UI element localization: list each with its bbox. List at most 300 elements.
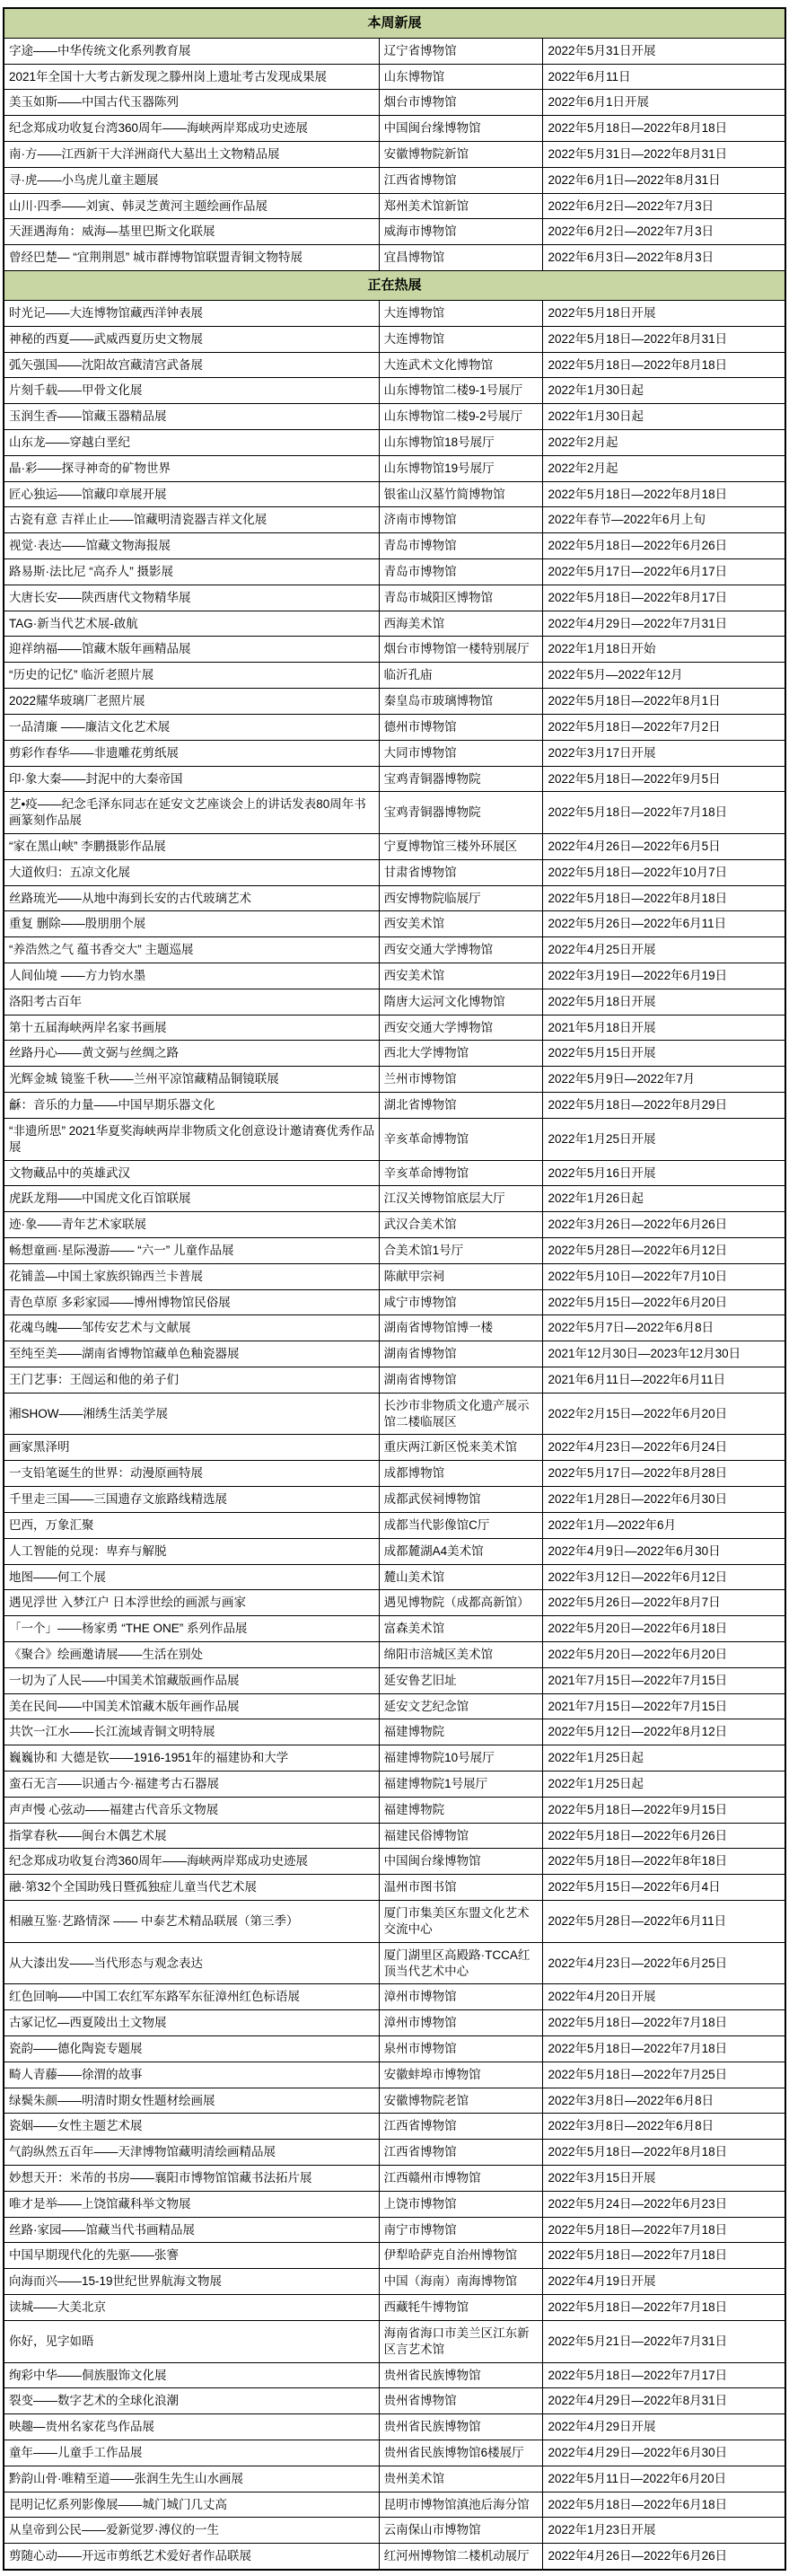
museum-cell: 隋唐大运河文化博物馆 (379, 989, 543, 1015)
museum-cell: 辽宁省博物馆 (379, 38, 543, 64)
date-range-cell: 2022年5月15日—2022年6月4日 (543, 1875, 785, 1901)
museum-cell: 成都当代影像馆C厅 (379, 1512, 543, 1538)
exhibition-title-cell: 重复 删除——殷朋朋个展 (4, 911, 379, 937)
date-range-cell: 2022年5月18日—2022年6月26日 (543, 533, 785, 559)
museum-cell: 成都麓湖A4美术馆 (379, 1538, 543, 1564)
museum-cell: 中国（海南）南海博物馆 (379, 2269, 543, 2295)
exhibition-list-page (0, 7, 789, 2571)
exhibition-row (4, 1315, 785, 1341)
museum-cell: 山东博物馆18号展厅 (379, 429, 543, 455)
exhibition-row (4, 219, 785, 245)
date-range-cell: 2022年1月—2022年6月 (543, 1512, 785, 1538)
date-range-cell: 2022年1月25日起 (543, 1772, 785, 1798)
exhibition-row (4, 1118, 785, 1160)
museum-cell: 贵州省民族博物馆 (379, 2362, 543, 2388)
museum-cell: 泉州市博物馆 (379, 2035, 543, 2062)
exhibition-row (4, 90, 785, 116)
exhibition-row (4, 1693, 785, 1719)
museum-cell: 宁夏博物馆三楼外环展区 (379, 833, 543, 859)
exhibition-title-cell: 唯才是举——上饶馆藏科举文物展 (4, 2191, 379, 2217)
museum-cell: 武汉合美术馆 (379, 1212, 543, 1238)
exhibition-row (4, 2388, 785, 2414)
exhibition-title-cell: 从大漆出发——当代形态与观念表达 (4, 1942, 379, 1984)
date-range-cell: 2022年5月18日—2022年10月7日 (543, 859, 785, 885)
museum-cell: 延安鲁艺旧址 (379, 1667, 543, 1693)
exhibition-title-cell: 「一个」——杨家勇 “THE ONE” 系列作品展 (4, 1616, 379, 1642)
date-range-cell: 2022年5月18日—2022年8月18日 (543, 352, 785, 378)
exhibition-title-cell: 丝路琉光——从地中海到长安的古代玻璃艺术 (4, 885, 379, 911)
date-range-cell: 2022年1月25日开展 (543, 1118, 785, 1160)
exhibition-row (4, 429, 785, 455)
exhibition-row (4, 1901, 785, 1943)
museum-cell: 湖南省博物馆 (379, 1367, 543, 1394)
museum-cell: 中国闽台缘博物馆 (379, 1849, 543, 1875)
exhibition-row (4, 714, 785, 740)
exhibition-row (4, 585, 785, 611)
museum-cell: 安徽博物院老馆 (379, 2088, 543, 2114)
museum-cell: 福建民俗博物馆 (379, 1823, 543, 1849)
date-range-cell: 2022年6月3日—2022年8月3日 (543, 245, 785, 271)
museum-cell: 大连武术文化博物馆 (379, 352, 543, 378)
exhibition-title-cell: 瓷韵——德化陶瓷专题展 (4, 2035, 379, 2062)
exhibition-title-cell: 神秘的西夏——武威西夏历史文物展 (4, 326, 379, 352)
museum-cell: 西安交通大学博物馆 (379, 937, 543, 963)
exhibition-row (4, 2269, 785, 2295)
date-range-cell: 2022年1月30日起 (543, 378, 785, 404)
exhibition-row (4, 663, 785, 689)
museum-cell: 烟台市博物馆一楼特别展厅 (379, 637, 543, 663)
exhibition-title-cell: 妙想天开：米芾的书房——襄阳市博物馆馆藏书法拓片展 (4, 2166, 379, 2192)
exhibition-row (4, 833, 785, 859)
exhibition-title-cell: 融·第32个全国助残日暨孤独症儿童当代艺术展 (4, 1875, 379, 1901)
date-range-cell: 2022年3月12日—2022年6月12日 (543, 1564, 785, 1590)
exhibition-title-cell: 青色草原 多彩家园——博州博物馆民俗展 (4, 1289, 379, 1315)
exhibition-title-cell: 匠心独运——馆藏印章展开展 (4, 481, 379, 507)
museum-cell: 大连博物馆 (379, 300, 543, 326)
exhibition-row (4, 740, 785, 766)
date-range-cell: 2022年1月28日—2022年6月30日 (543, 1487, 785, 1513)
exhibition-title-cell: 人工智能的兑现：卑弃与解脱 (4, 1538, 379, 1564)
museum-cell: 上饶市博物馆 (379, 2191, 543, 2217)
date-range-cell: 2022年5月15日开展 (543, 1041, 785, 1067)
exhibition-row (4, 1212, 785, 1238)
exhibition-row (4, 963, 785, 989)
museum-cell: 南宁市博物馆 (379, 2217, 543, 2243)
museum-cell: 长沙市非物质文化遗产展示馆二楼临展区 (379, 1393, 543, 1435)
exhibition-title-cell: 一品清廉 ——廉洁文化艺术展 (4, 714, 379, 740)
museum-cell: 漳州市博物馆 (379, 1984, 543, 2010)
museum-cell: 济南市博物馆 (379, 507, 543, 533)
museum-cell: 山东博物馆二楼9-1号展厅 (379, 378, 543, 404)
exhibition-title-cell: 气韵纵然五百年——天津博物馆藏明清绘画精品展 (4, 2140, 379, 2166)
museum-cell: 福建博物院10号展厅 (379, 1745, 543, 1772)
date-range-cell: 2022年5月18日—2022年8年18日 (543, 1849, 785, 1875)
date-range-cell: 2022年3月17日开展 (543, 740, 785, 766)
museum-cell: 西北大学博物馆 (379, 1041, 543, 1067)
exhibition-title-cell: 地图——何工个展 (4, 1564, 379, 1590)
exhibition-row (4, 2191, 785, 2217)
exhibition-row (4, 378, 785, 404)
date-range-cell: 2022年4月26日—2022年6月26日 (543, 2544, 785, 2570)
museum-cell: 青岛市博物馆 (379, 533, 543, 559)
exhibition-title-cell: 指掌春秋——闽台木偶艺术展 (4, 1823, 379, 1849)
exhibition-title-cell: 黔韵山骨·唯精至道——张润生先生山水画展 (4, 2466, 379, 2492)
date-range-cell: 2022年3月15日开展 (543, 2166, 785, 2192)
exhibition-row (4, 1564, 785, 1590)
museum-cell: 湖南省博物馆博一楼 (379, 1315, 543, 1341)
exhibition-title-cell: 一支铅笔诞生的世界：动漫原画特展 (4, 1461, 379, 1487)
exhibition-row (4, 300, 785, 326)
exhibition-row (4, 2362, 785, 2388)
exhibition-row (4, 1984, 785, 2010)
exhibition-title-cell: 晶·彩——探寻神奇的矿物世界 (4, 455, 379, 481)
museum-cell: 福建博物院 (379, 1797, 543, 1823)
exhibition-title-cell: 中国早期现代化的先驱——张謇 (4, 2243, 379, 2269)
exhibition-row (4, 1745, 785, 1772)
exhibition-title-cell: 童年——儿童手工作品展 (4, 2440, 379, 2466)
exhibition-title-cell: 文物藏品中的英雄武汉 (4, 1160, 379, 1186)
exhibition-row (4, 1186, 785, 1212)
exhibition-title-cell: 虎跃龙翔——中国虎文化百馆联展 (4, 1186, 379, 1212)
date-range-cell: 2022年5月18日—2022年7月18日 (543, 2217, 785, 2243)
date-range-cell: 2022年5月18日—2022年8月18日 (543, 2140, 785, 2166)
date-range-cell: 2022年1月25日起 (543, 1745, 785, 1772)
museum-cell: 甘肃省博物馆 (379, 859, 543, 885)
exhibition-row (4, 1590, 785, 1616)
date-range-cell: 2022年5月16日开展 (543, 1160, 785, 1186)
exhibition-title-cell: “养浩然之气 蕴书香交大” 主题巡展 (4, 937, 379, 963)
exhibition-row (4, 911, 785, 937)
museum-cell: 西安交通大学博物馆 (379, 1015, 543, 1041)
date-range-cell: 2022年5月15日—2022年6月20日 (543, 1289, 785, 1315)
exhibition-row (4, 2114, 785, 2140)
date-range-cell: 2022年5月21日—2022年7月31日 (543, 2320, 785, 2362)
exhibition-title-cell: 2021年全国十大考古新发现之滕州岗上遗址考古发现成果展 (4, 64, 379, 90)
date-range-cell: 2022年5月18日—2022年8月18日 (543, 885, 785, 911)
date-range-cell: 2022年5月18日—2022年9月15日 (543, 1797, 785, 1823)
date-range-cell: 2022年1月18日开始 (543, 637, 785, 663)
exhibition-title-cell: 画家黑泽明 (4, 1435, 379, 1461)
exhibition-row (4, 2140, 785, 2166)
date-range-cell: 2022年5月18日—2022年7月17日 (543, 2362, 785, 2388)
museum-cell: 江西省博物馆 (379, 167, 543, 193)
exhibition-row (4, 766, 785, 792)
date-range-cell: 2022年5月17日—2022年8月28日 (543, 1461, 785, 1487)
exhibition-title-cell: 寻·虎——小鸟虎儿童主题展 (4, 167, 379, 193)
exhibition-title-cell: 至纯至美——湖南省博物馆藏单色釉瓷器展 (4, 1341, 379, 1367)
museum-cell: 成都武侯祠博物馆 (379, 1487, 543, 1513)
museum-cell: 宝鸡青铜器博物院 (379, 792, 543, 834)
date-range-cell: 2022年6月2日—2022年7月3日 (543, 193, 785, 219)
exhibition-title-cell: 纪念郑成功收复台湾360周年——海峡两岸郑成功史迹展 (4, 116, 379, 142)
section-header-label: 正在热展 (4, 271, 785, 301)
date-range-cell: 2022年5月7日—2022年6月8日 (543, 1315, 785, 1341)
date-range-cell: 2021年6月11日—2022年6月11日 (543, 1367, 785, 1394)
museum-cell: 成都博物馆 (379, 1461, 543, 1487)
museum-cell: 山东博物馆19号展厅 (379, 455, 543, 481)
date-range-cell: 2022年5月18日—2022年8月17日 (543, 585, 785, 611)
exhibition-title-cell: 字途——中华传统文化系列教育展 (4, 38, 379, 64)
exhibition-row (4, 1461, 785, 1487)
exhibition-row (4, 1435, 785, 1461)
date-range-cell: 2022年5月18日—2022年8月31日 (543, 326, 785, 352)
museum-cell: 红河州博物馆二楼机动展厅 (379, 2544, 543, 2570)
exhibition-row (4, 326, 785, 352)
date-range-cell: 2022年5月18日开展 (543, 989, 785, 1015)
date-range-cell: 2022年5月17日—2022年6月17日 (543, 559, 785, 585)
date-range-cell: 2021年7月15日—2022年7月15日 (543, 1667, 785, 1693)
museum-cell: 山东博物馆二楼9-2号展厅 (379, 404, 543, 430)
exhibition-title-cell: 湘SHOW——湘绣生活美学展 (4, 1393, 379, 1435)
museum-cell: 中国闽台缘博物馆 (379, 116, 543, 142)
exhibition-title-cell: 洛阳考古百年 (4, 989, 379, 1015)
exhibition-row (4, 637, 785, 663)
exhibition-title-cell: 畸人青藤——徐渭的故事 (4, 2062, 379, 2088)
exhibition-row (4, 1512, 785, 1538)
exhibition-title-cell: 曾经巴楚— “宜荆荆恩” 城市群博物馆联盟青铜文物特展 (4, 245, 379, 271)
date-range-cell: 2022年6月1日开展 (543, 90, 785, 116)
date-range-cell: 2022年5月26日—2022年8月7日 (543, 1590, 785, 1616)
museum-cell: 贵州省民族博物馆 (379, 2414, 543, 2440)
exhibition-title-cell: 花铺盖—中国土家族织锦西兰卡普展 (4, 1263, 379, 1289)
exhibition-title-cell: 相融互鉴·艺路情深 —— 中泰艺术精品联展（第三季） (4, 1901, 379, 1943)
museum-cell: 海南省海口市美兰区江东新区言艺术馆 (379, 2320, 543, 2362)
exhibition-row (4, 193, 785, 219)
date-range-cell: 2022年春节—2022年6月上旬 (543, 507, 785, 533)
date-range-cell: 2022年5月31日—2022年8月31日 (543, 142, 785, 168)
date-range-cell: 2022年5月26日—2022年6月11日 (543, 911, 785, 937)
museum-cell: 西安美术馆 (379, 963, 543, 989)
exhibition-row (4, 352, 785, 378)
exhibition-row (4, 2035, 785, 2062)
exhibition-title-cell: 南·方——江西新干大洋洲商代大墓出土文物精品展 (4, 142, 379, 168)
museum-cell: 大同市博物馆 (379, 740, 543, 766)
museum-cell: 湖南省博物馆 (379, 1341, 543, 1367)
exhibition-title-cell: 山东龙——穿越白垩纪 (4, 429, 379, 455)
exhibition-row (4, 1797, 785, 1823)
exhibition-row (4, 404, 785, 430)
exhibition-title-cell: TAG·新当代艺术展-啟航 (4, 611, 379, 637)
exhibition-row (4, 38, 785, 64)
section-header-row (4, 8, 785, 38)
museum-cell: 西藏牦牛博物馆 (379, 2295, 543, 2321)
exhibition-row (4, 937, 785, 963)
museum-cell: 合美术馆1号厅 (379, 1237, 543, 1263)
exhibition-row (4, 689, 785, 715)
exhibition-row (4, 1719, 785, 1745)
section-header-row (4, 271, 785, 301)
exhibition-title-cell: 迹·象——青年艺术家联展 (4, 1212, 379, 1238)
date-range-cell: 2022年5月20日—2022年6月18日 (543, 1616, 785, 1642)
date-range-cell: 2022年5月18日—2022年6月18日 (543, 2492, 785, 2518)
museum-cell: 厦门市集美区东盟文化艺术交流中心 (379, 1901, 543, 1943)
exhibition-title-cell: 巴西，万象汇聚 (4, 1512, 379, 1538)
museum-cell: 辛亥革命博物馆 (379, 1160, 543, 1186)
date-range-cell: 2022年5月18日—2022年7月18日 (543, 2243, 785, 2269)
exhibition-title-cell: 绿鬓朱颜——明清时期女性题材绘画展 (4, 2088, 379, 2114)
exhibition-row (4, 611, 785, 637)
date-range-cell: 2022年3月8日—2022年6月8日 (543, 2088, 785, 2114)
exhibition-title-cell: 玉润生香——馆藏玉器精品展 (4, 404, 379, 430)
date-range-cell: 2022年4月23日—2022年6月25日 (543, 1942, 785, 1984)
date-range-cell: 2022年5月18日—2022年8月29日 (543, 1093, 785, 1119)
exhibition-title-cell: 映趣—贵州名家花鸟作品展 (4, 2414, 379, 2440)
museum-cell: 青岛市博物馆 (379, 559, 543, 585)
museum-cell: 江西省博物馆 (379, 2114, 543, 2140)
date-range-cell: 2022年5月10日—2022年7月10日 (543, 1263, 785, 1289)
exhibition-title-cell: 纪念郑成功收复台湾360周年——海峡两岸郑成功史迹展 (4, 1849, 379, 1875)
exhibition-row (4, 2320, 785, 2362)
date-range-cell: 2021年12月30日—2023年12月30日 (543, 1341, 785, 1367)
date-range-cell: 2022年3月19日—2022年6月19日 (543, 963, 785, 989)
exhibition-title-cell: 天涯遇海角：威海—基里巴斯文化联展 (4, 219, 379, 245)
date-range-cell: 2022年4月9日—2022年6月30日 (543, 1538, 785, 1564)
exhibition-row (4, 455, 785, 481)
date-range-cell: 2022年5月18日—2022年6月26日 (543, 1823, 785, 1849)
exhibition-row (4, 1341, 785, 1367)
exhibition-row (4, 1875, 785, 1901)
date-range-cell: 2022年1月26日起 (543, 1186, 785, 1212)
museum-cell: 厦门湖里区高殿路·TCCA红顶当代艺术中心 (379, 1942, 543, 1984)
museum-cell: 陈献甲宗祠 (379, 1263, 543, 1289)
exhibition-row (4, 2492, 785, 2518)
date-range-cell: 2022年3月8日—2022年6月8日 (543, 2114, 785, 2140)
exhibition-row (4, 2062, 785, 2088)
date-range-cell: 2022年4月26日—2022年6月5日 (543, 833, 785, 859)
exhibition-row (4, 2295, 785, 2321)
exhibition-row (4, 1160, 785, 1186)
date-range-cell: 2022年5月18日—2022年7月2日 (543, 714, 785, 740)
exhibition-title-cell: 片刻千载——甲骨文化展 (4, 378, 379, 404)
date-range-cell: 2022年5月18日—2022年8月18日 (543, 481, 785, 507)
museum-cell: 江汉关博物馆底层大厅 (379, 1186, 543, 1212)
museum-cell: 重庆两江新区悦来美术馆 (379, 1435, 543, 1461)
museum-cell: 西海美术馆 (379, 611, 543, 637)
exhibition-row (4, 559, 785, 585)
date-range-cell: 2022年5月24日—2022年6月23日 (543, 2191, 785, 2217)
museum-cell: 遇见博物院（成都高新馆） (379, 1590, 543, 1616)
exhibition-title-cell: 第十五届海峡两岸名家书画展 (4, 1015, 379, 1041)
exhibition-title-cell: 山川·四季——刘寅、韩灵芝黄河主题绘画作品展 (4, 193, 379, 219)
museum-cell: 福建博物院 (379, 1719, 543, 1745)
museum-cell: 安徽蚌埠市博物馆 (379, 2062, 543, 2088)
exhibition-row (4, 2414, 785, 2440)
exhibition-table-body (4, 8, 785, 2570)
museum-cell: 山东博物馆 (379, 64, 543, 90)
exhibition-title-cell: 人间仙境 ——方力钧水墨 (4, 963, 379, 989)
exhibition-row (4, 1487, 785, 1513)
date-range-cell: 2022年5月18日—2022年7月18日 (543, 792, 785, 834)
exhibition-title-cell: 遇见浮世 入梦江户 日本浮世绘的画派与画家 (4, 1590, 379, 1616)
exhibition-row (4, 2440, 785, 2466)
museum-cell: 麓山美术馆 (379, 1564, 543, 1590)
museum-cell: 西安博物院临展厅 (379, 885, 543, 911)
exhibition-title-cell: 光辉金城 镜鉴千秋——兰州平凉馆藏精品铜镜联展 (4, 1067, 379, 1093)
museum-cell: 德州市博物馆 (379, 714, 543, 740)
exhibition-title-cell: 弧矢强国——沈阳故宫藏清宫武备展 (4, 352, 379, 378)
museum-cell: 福建博物院1号展厅 (379, 1772, 543, 1798)
museum-cell: 昆明市博物馆滇池后海分馆 (379, 2492, 543, 2518)
exhibition-title-cell: 畅想童画·星际漫游—— “六一” 儿童作品展 (4, 1237, 379, 1263)
exhibition-title-cell: 龢：音乐的力量——中国早期乐器文化 (4, 1093, 379, 1119)
exhibition-title-cell: “非遗所思” 2021华夏奖海峡两岸非物质文化创意设计邀请赛优秀作品展 (4, 1118, 379, 1160)
exhibition-title-cell: 蛮石无言——识通古今·福建考古石器展 (4, 1772, 379, 1798)
museum-cell: 伊犁哈萨克自治州博物馆 (379, 2243, 543, 2269)
exhibition-title-cell: 王门艺事：王闿运和他的弟子们 (4, 1367, 379, 1394)
date-range-cell: 2022年5月—2022年12月 (543, 663, 785, 689)
exhibition-row (4, 1823, 785, 1849)
exhibition-row (4, 1263, 785, 1289)
exhibition-row (4, 1067, 785, 1093)
date-range-cell: 2022年4月29日—2022年7月31日 (543, 611, 785, 637)
exhibition-title-cell: 印·象大秦——封泥中的大秦帝国 (4, 766, 379, 792)
section-header-label: 本周新展 (4, 8, 785, 38)
exhibition-row (4, 64, 785, 90)
date-range-cell: 2022年2月15日—2022年6月20日 (543, 1393, 785, 1435)
exhibition-title-cell: 大唐长安——陕西唐代文物精华展 (4, 585, 379, 611)
exhibition-title-cell: 古瓷有意 吉祥止止——馆藏明清瓷器吉祥文化展 (4, 507, 379, 533)
exhibition-row (4, 2243, 785, 2269)
exhibition-row (4, 2010, 785, 2036)
museum-cell: 绵阳市涪城区美术馆 (379, 1641, 543, 1667)
exhibition-row (4, 2544, 785, 2570)
exhibition-title-cell: 瓷姻——女性主题艺术展 (4, 2114, 379, 2140)
date-range-cell: 2022年5月28日—2022年6月11日 (543, 1901, 785, 1943)
exhibition-title-cell: 读城——大美北京 (4, 2295, 379, 2321)
museum-cell: 郑州美术馆新馆 (379, 193, 543, 219)
museum-cell: 富森美术馆 (379, 1616, 543, 1642)
exhibition-row (4, 167, 785, 193)
date-range-cell: 2022年5月28日—2022年6月12日 (543, 1237, 785, 1263)
date-range-cell: 2022年6月11日 (543, 64, 785, 90)
exhibition-title-cell: 花魂鸟魄——邹传安艺术与文献展 (4, 1315, 379, 1341)
museum-cell: 江西赣州市博物馆 (379, 2166, 543, 2192)
date-range-cell: 2022年5月18日—2022年7月18日 (543, 2295, 785, 2321)
exhibition-title-cell: 《聚合》绘画邀请展——生活在别处 (4, 1641, 379, 1667)
exhibition-title-cell: 从皇帝到公民——爱新觉罗·溥仪的一生 (4, 2518, 379, 2544)
date-range-cell: 2022年3月26日—2022年6月26日 (543, 1212, 785, 1238)
exhibition-title-cell: 时光记——大连博物馆藏西洋钟表展 (4, 300, 379, 326)
exhibition-row (4, 989, 785, 1015)
date-range-cell: 2022年1月23日开展 (543, 2518, 785, 2544)
date-range-cell: 2022年1月30日起 (543, 404, 785, 430)
exhibition-row (4, 1237, 785, 1263)
exhibition-row (4, 1093, 785, 1119)
exhibition-row (4, 1616, 785, 1642)
museum-cell: 湖北省博物馆 (379, 1093, 543, 1119)
exhibition-row (4, 1772, 785, 1798)
museum-cell: 贵州省民族博物馆6楼展厅 (379, 2440, 543, 2466)
exhibition-row (4, 533, 785, 559)
museum-cell: 云南保山市博物馆 (379, 2518, 543, 2544)
museum-cell: 江西省博物馆 (379, 2140, 543, 2166)
exhibition-title-cell: 大道攸归：五凉文化展 (4, 859, 379, 885)
exhibition-title-cell: 巍巍协和 大德是钦——1916-1951年的福建协和大学 (4, 1745, 379, 1772)
exhibition-row (4, 116, 785, 142)
exhibition-title-cell: 美在民间——中国美术馆藏木版年画作品展 (4, 1693, 379, 1719)
exhibition-title-cell: 红色回响——中国工农红军东路军东征漳州红色标语展 (4, 1984, 379, 2010)
date-range-cell: 2022年6月2日—2022年7月3日 (543, 219, 785, 245)
exhibition-title-cell: 裂变——数字艺术的全球化浪潮 (4, 2388, 379, 2414)
exhibition-row (4, 885, 785, 911)
museum-cell: 漳州市博物馆 (379, 2010, 543, 2036)
date-range-cell: 2022年5月18日开展 (543, 300, 785, 326)
museum-cell: 贵州省博物馆 (379, 2388, 543, 2414)
exhibition-row (4, 2217, 785, 2243)
exhibition-title-cell: 昆明记忆系列影像展——城门城门几丈高 (4, 2492, 379, 2518)
exhibition-title-cell: 丝路丹心——黄文弼与丝绸之路 (4, 1041, 379, 1067)
exhibition-title-cell: 路易斯·法比尼 “高乔人” 摄影展 (4, 559, 379, 585)
